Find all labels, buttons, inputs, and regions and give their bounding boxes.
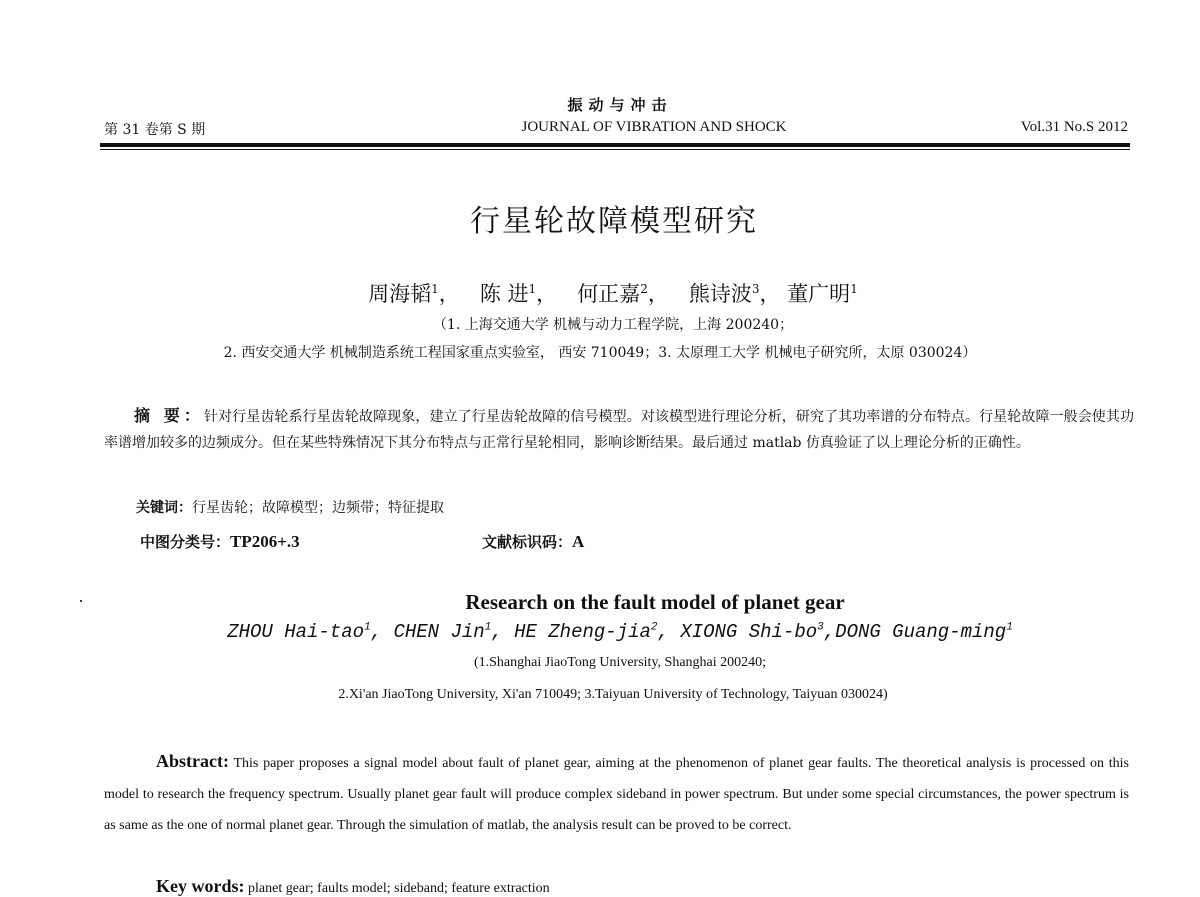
- abstract-en: [104, 746, 1129, 841]
- volume-issue-cn: 第 31 卷第 S 期: [104, 122, 206, 138]
- running-header: [104, 119, 1128, 139]
- keywords-cn-text: 行星齿轮；故障模型；边频带；特征提取: [192, 500, 444, 516]
- abstract-cn-text: 针对行星齿轮系行星齿轮故障现象，建立了行星齿轮故障的信号模型。对该模型进行理论分析，研究了其功率谱的分布特点。行星轮故障一般会使其功率谱增加较多的边频成分。但在某些特殊情况下其分布特点与正常行星轮相同，影响诊断结果。最后通过 matlab 仿真验证了以上理论分析的正确性。: [104, 409, 1134, 451]
- classification-label: 中图分类号：: [140, 533, 231, 551]
- document-code-label: 文献标识码：: [482, 533, 573, 551]
- document-code: [482, 531, 584, 552]
- author-en: ZHOU Hai-tao$^1$,: [227, 621, 394, 643]
- keywords-en-text: planet gear; faults model; sideband; feature extraction: [248, 881, 550, 896]
- affiliation-en-line-2: 2.Xi'an JiaoTong University, Xi'an 710049; 3.Taiyuan University of Technology, Taiyuan 030024): [338, 687, 888, 702]
- paper-title-en: Research on the fault model of planet gear: [465, 590, 845, 614]
- journal-name-cn: 振动与冲击: [567, 96, 673, 114]
- author-cn: 何正嘉$^2$，: [577, 282, 669, 306]
- keywords-cn: [136, 497, 444, 517]
- affiliation-cn-line-1: （1. 上海交通大学 机械与动力工程学院，上海 200240；: [432, 317, 794, 333]
- affiliation-en-line-1: (1.Shanghai JiaoTong University, Shanghai 200240;: [473, 655, 767, 670]
- author-en: CHEN Jin$^1$,: [393, 621, 515, 643]
- author-en: HE Zheng-jia$^2$,: [514, 621, 681, 643]
- journal-name-en: JOURNAL OF VIBRATION AND SHOCK: [521, 119, 787, 135]
- abstract-en-text: This paper proposes a signal model about fault of planet gear, aiming at the phenomenon of planet gear faults. The theoretical analysis is processed on this model to research the frequency spectrum. Usually planet gear fault will produce complex sideband in power spectrum. But under some special circumstances, the power spectrum is as same as the one of normal planet gear. Through the simulation of matlab, the analysis result can be proved to be correct.: [104, 756, 1129, 833]
- volume-issue-en: Vol.31 No.S 2012: [1020, 119, 1128, 135]
- header-rule-thin: [100, 149, 1130, 150]
- author-cn: 周海韬$^1$，: [368, 282, 460, 306]
- authors-en: [0, 621, 1200, 643]
- classification-value: TP206+.3: [230, 532, 300, 551]
- author-cn: 熊诗波$^3$，: [688, 282, 781, 306]
- paper-title-cn: 行星轮故障模型研究: [470, 204, 758, 239]
- author-en: XIONG Shi-$bo^3$,: [680, 621, 836, 643]
- keywords-en: [156, 876, 550, 897]
- author-cn: 董广明$^1$: [787, 282, 858, 306]
- affiliation-cn-line-2: 2. 西安交通大学 机械制造系统工程国家重点实验室， 西安 710049；3. 太原理工大学 机械电子研究所，太原 030024）: [223, 345, 977, 361]
- keywords-en-label: Key words:: [156, 876, 245, 896]
- document-code-value: A: [572, 532, 585, 551]
- header-rule-thick: [100, 143, 1130, 147]
- classification-number: [140, 531, 300, 552]
- authors-cn: [0, 278, 1200, 308]
- keywords-cn-label: 关键词：: [136, 500, 192, 516]
- abstract-cn: [104, 403, 1134, 456]
- author-cn: 陈 进$^1$，: [479, 282, 558, 306]
- abstract-cn-label: 摘 要：: [134, 406, 204, 425]
- abstract-en-label: Abstract:: [156, 751, 229, 771]
- author-en: DONG Guang-ming$^1$: [835, 621, 1013, 643]
